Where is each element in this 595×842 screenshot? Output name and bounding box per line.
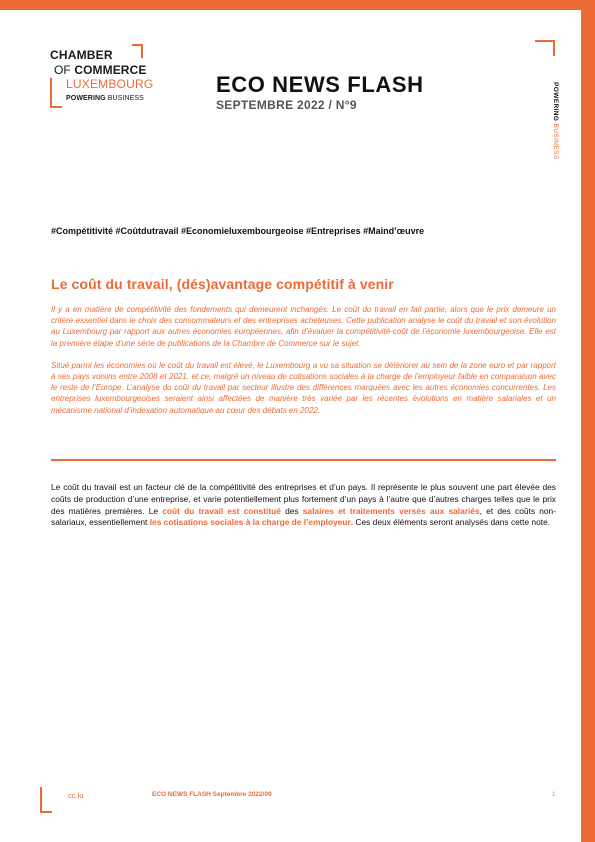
logo-commerce: COMMERCE <box>74 63 147 77</box>
side-tagline <box>552 82 559 160</box>
footer-website-link[interactable]: cc.lu <box>68 791 84 800</box>
article-heading: Le coût du travail, (dés)avantage compétitif à venir <box>51 276 394 292</box>
side-bracket <box>535 40 555 56</box>
newsletter-title: ECO NEWS FLASH <box>216 72 424 97</box>
intro-paragraph-1: Il y a en matière de compétitivité des fondements qui demeurent inchangés. Le coût du travail en fait partie, alors que le prix demeure un critère essentiel dans le choix des consommateurs et des entreprises acheteuses. Cette publication analyse le coût du travail et son évolution au Luxembourg par rapport aux autres économies européennes, afin d’évaluer la compétitivité-coût de l’économie luxembourgeoise. Elle est la première étape d’une série de publications de la Chambre de Commerce sur le sujet. <box>51 305 556 348</box>
body-text-4: . Ces deux éléments seront analysés dans cette note. <box>350 517 551 528</box>
logo-bracket-left <box>50 78 62 108</box>
logo-tagline-bold: POWERING <box>66 95 106 102</box>
issue-subtitle: SEPTEMBRE 2022 / N°9 <box>216 98 357 112</box>
hashtags: #Compétitivité #Coûtdutravail #Economieluxembourgeoise #Entreprises #Maind’œuvre <box>51 226 425 236</box>
body-paragraph <box>51 482 556 529</box>
intro-summary <box>51 304 556 427</box>
highlight-labour-cost: coût du travail est constitué <box>162 505 281 516</box>
page-number: 1 <box>552 791 556 798</box>
side-tagline-bold: POWERING <box>552 82 559 122</box>
side-tagline-rest: BUSINESS <box>552 121 559 160</box>
logo-line-chamber: CHAMBER <box>50 48 113 62</box>
footer-bracket <box>40 787 52 813</box>
section-divider <box>51 459 556 461</box>
top-accent-band <box>0 0 595 10</box>
body-text-3: , et des coûts non-salariaux, essentiellement <box>51 505 556 528</box>
highlight-salaries: salaires et traitements versés aux salariés <box>302 505 480 516</box>
logo-tagline-rest: BUSINESS <box>105 95 144 102</box>
chamber-of-commerce-logo <box>50 44 190 124</box>
logo-tagline <box>66 95 144 102</box>
intro-paragraph-2: Situé parmi les économies où le coût du travail est élevé, le Luxembourg a vu sa situation se détériorer au sein de la zone euro et par rapport à ses pays voisins entre 2008 et 2021, et ce, malgré un niveau de cotisations sociales à la charge de l’employeur faible en comparaison avec le reste de l’Europe. L’analyse du coût du travail par secteur illustre des différences marquées avec les autres économies concurrentes. Les entreprises luxembourgeoises seraient ainsi affectées de manière très variée par les récentes évolutions en matière salariales et un mécanisme national d’indexation automatique au cœur des débats en 2022. <box>51 360 556 415</box>
body-text-2: des <box>280 505 303 516</box>
right-accent-band <box>581 0 595 842</box>
body-text <box>51 482 556 529</box>
highlight-social-contributions: les cotisations sociales à la charge de l’employeur <box>149 517 351 528</box>
footer-publication-label: ECO NEWS FLASH Septembre 2022/09 <box>152 791 272 798</box>
body-text-1: Le coût du travail est un facteur clé de la compétitivité des entreprises et d’un pays. Il représente le plus souvent une part élevée des coûts de production d’une entreprise, et varie potentiellement plus fortement d’un pays à l’autre que d’autres charges telles que le prix des matières premières. Le <box>51 482 556 516</box>
logo-bracket-top <box>132 44 143 58</box>
document-page <box>0 10 581 842</box>
logo-line-commerce <box>54 63 146 77</box>
logo-of: OF <box>54 63 75 77</box>
logo-line-luxembourg: LUXEMBOURG <box>66 77 154 91</box>
